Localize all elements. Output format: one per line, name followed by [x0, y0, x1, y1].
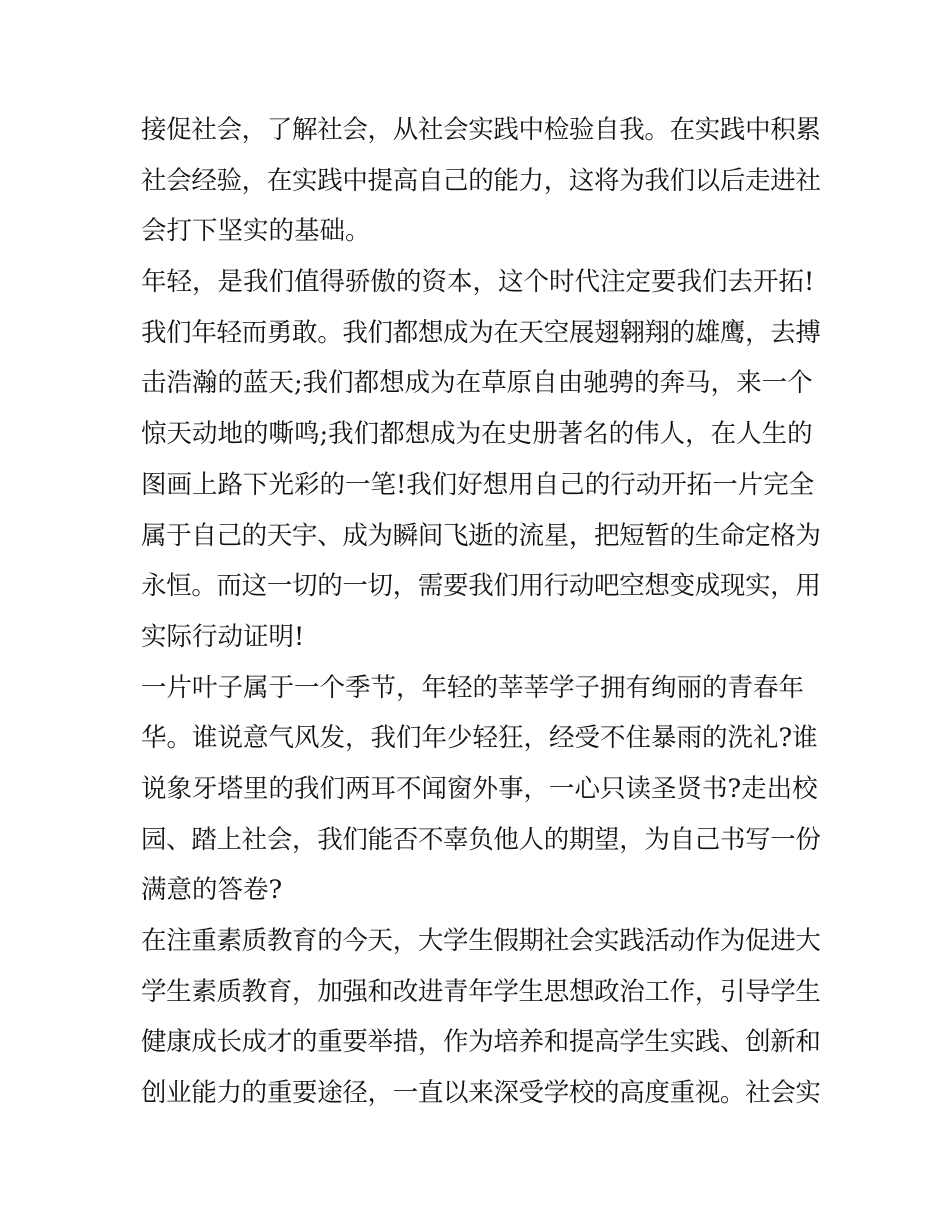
text-line-1: 接促社会，了解社会，从社会实践中检验自我。在实践中积累: [141, 115, 821, 145]
text-line-13: 华。谁说意气风发，我们年少轻狂，经受不住暴雨的洗礼?谁: [141, 723, 818, 754]
text-line-7: 惊天动地的嘶鸣;我们都想成为在史册著名的伟人，在人生的: [141, 419, 813, 450]
text-line-20: 创业能力的重要途径，一直以来深受学校的高度重视。社会实: [141, 1078, 821, 1109]
text-line-17: 在注重素质教育的今天，大学生假期社会实践活动作为促进大: [141, 926, 821, 956]
text-line-19: 健康成长成才的重要举措，作为培养和提高学生实践、创新和: [141, 1027, 821, 1058]
text-line-10: 永恒。而这一切的一切，需要我们用行动吧空想变成现实，用: [141, 571, 821, 602]
text-line-11: 实际行动证明!: [141, 621, 305, 652]
text-line-5: 我们年轻而勇敢。我们都想成为在天空展翅翱翔的雄鹰，去搏: [141, 317, 821, 348]
text-line-6: 击浩瀚的蓝天;我们都想成为在草原自由驰骋的奔马，来一个: [141, 368, 813, 399]
text-line-12: 一片叶子属于一个季节，年轻的莘莘学子拥有绚丽的青春年: [141, 672, 805, 703]
text-line-8: 图画上路下光彩的一笔!我们好想用自己的行动开拓一片完全: [141, 469, 815, 500]
text-line-2: 社会经验，在实践中提高自己的能力，这将为我们以后走进社: [141, 165, 821, 196]
text-line-18: 学生素质教育，加强和改进青年学生思想政治工作，引导学生: [141, 976, 821, 1007]
document-body: [141, 105, 821, 1119]
text-line-9: 属于自己的天宇、成为瞬间飞逝的流星，把短暂的生命定格为: [141, 520, 821, 551]
text-line-16: 满意的答卷?: [141, 875, 283, 906]
text-line-3: 会打下坚实的基础。: [141, 216, 371, 247]
text-line-15: 园、踏上社会，我们能否不辜负他人的期望，为自己书写一份: [141, 824, 821, 855]
text-line-4: 年轻，是我们值得骄傲的资本，这个时代注定要我们去开拓!: [141, 267, 815, 298]
text-line-14: 说象牙塔里的我们两耳不闻窗外事，一心只读圣贤书?走出校: [141, 773, 818, 804]
